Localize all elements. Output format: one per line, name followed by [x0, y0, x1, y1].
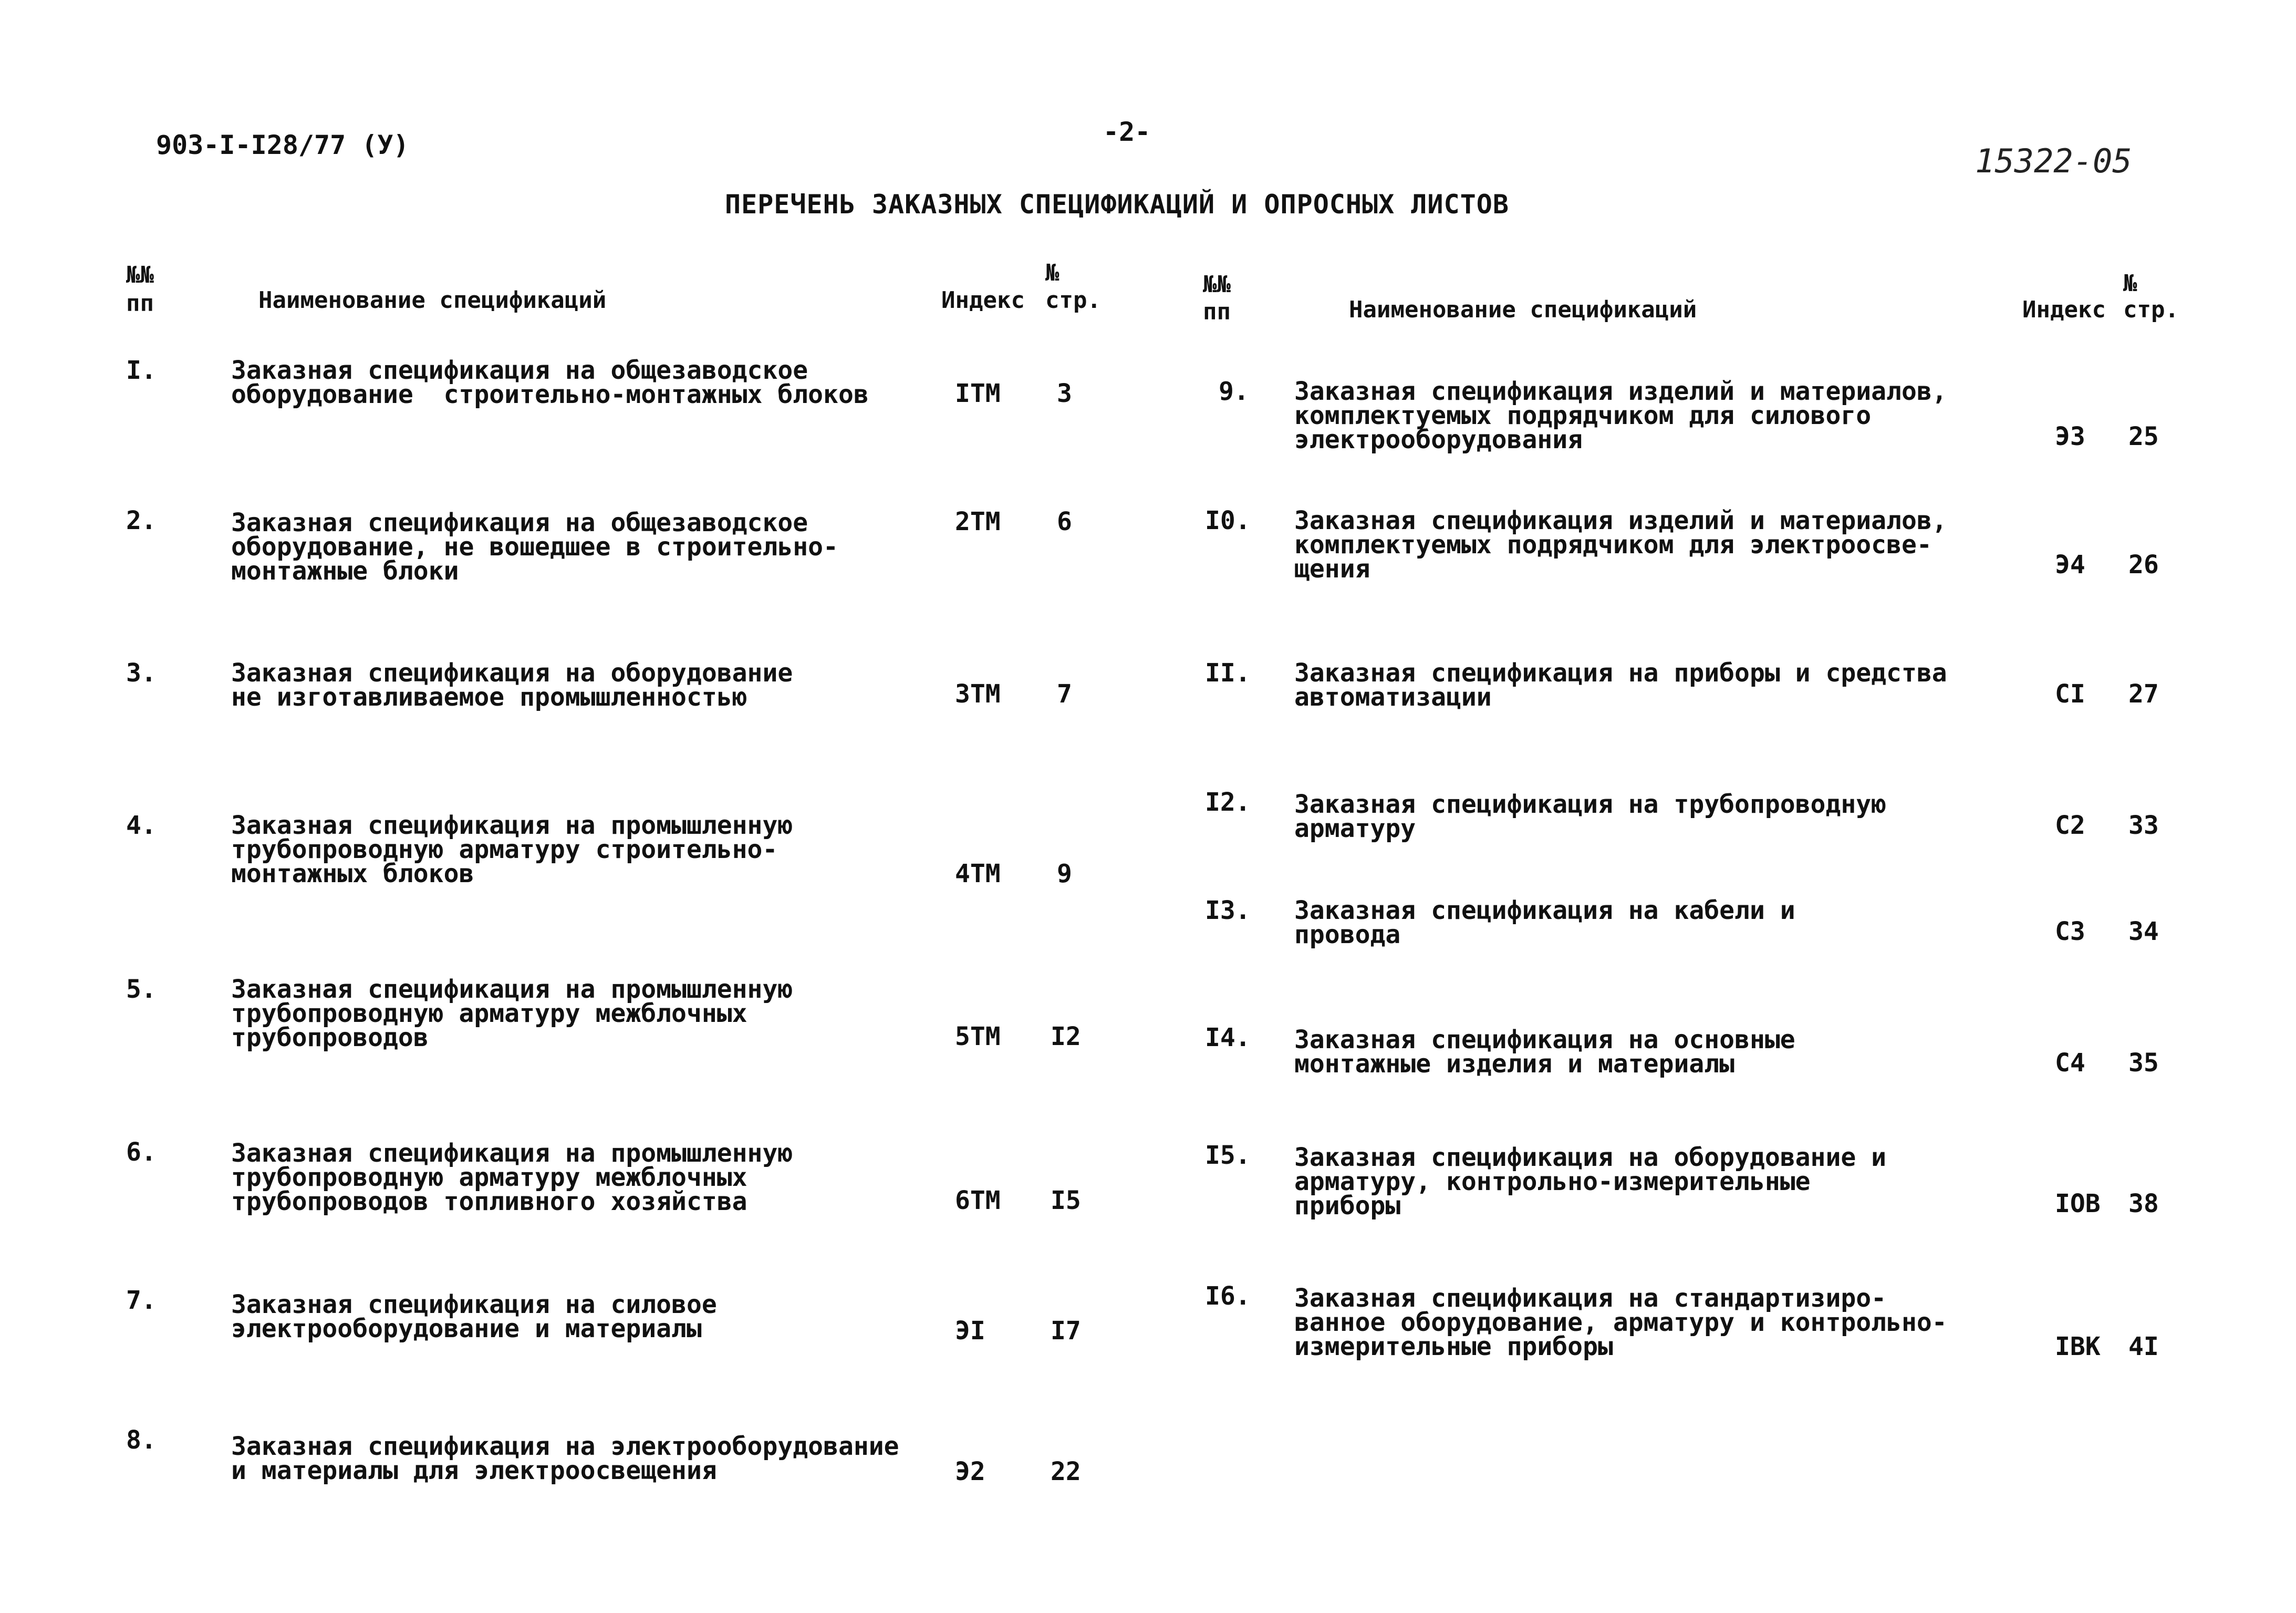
spec-index: 3TM — [955, 679, 1001, 709]
spec-index: ITM — [955, 379, 1001, 408]
spec-name: Заказная спецификация на силовое электрооборудование и материалы — [231, 1290, 717, 1343]
row-number: 9. — [1219, 377, 1249, 406]
right-header-name: Наименование спецификаций — [1349, 296, 1697, 323]
spec-index: C4 — [2055, 1048, 2085, 1078]
spec-name: Заказная спецификация на промышленную трубопроводную арматуру межблочных трубопроводов — [231, 975, 793, 1052]
spec-name: Заказная спецификация на промышленную трубопроводную арматуру строительно- монтажных блоков — [231, 811, 793, 888]
spec-index: Э3 — [2055, 422, 2085, 451]
row-number: I6. — [1205, 1281, 1251, 1311]
spec-index: Э4 — [2055, 550, 2085, 580]
row-number: I3. — [1205, 896, 1251, 925]
spec-page: 26 — [2128, 550, 2159, 580]
right-header-nn-top: №№ — [1203, 271, 1231, 298]
row-number: 8. — [126, 1425, 157, 1455]
row-number: I0. — [1205, 506, 1251, 535]
page-number: -2- — [1103, 117, 1151, 147]
spec-name: Заказная спецификация изделий и материалов, комплектуемых подрядчиком для электроосве- щения — [1294, 506, 1947, 584]
spec-page: 33 — [2128, 811, 2159, 840]
spec-page: 27 — [2128, 679, 2159, 709]
spec-name: Заказная спецификация на стандартизиро- ванное оборудование, арматуру и контрольно- измерительные приборы — [1294, 1284, 1947, 1361]
spec-page: 6 — [1057, 507, 1072, 536]
spec-name: Заказная спецификация на приборы и средства автоматизации — [1294, 658, 1947, 712]
spec-page: 4I — [2128, 1332, 2159, 1361]
spec-name: Заказная спецификация на кабели и провода — [1294, 896, 1795, 949]
row-number: 3. — [126, 658, 157, 688]
page-title: ПЕРЕЧЕНЬ ЗАКАЗНЫХ СПЕЦИФИКАЦИЙ И ОПРОСНЫХ ЛИСТОВ — [725, 189, 1509, 220]
row-number: 6. — [126, 1138, 157, 1167]
right-header-index: Индекс — [2022, 296, 2106, 323]
spec-page: I7 — [1051, 1316, 1081, 1346]
row-number: I. — [126, 356, 157, 385]
spec-name: Заказная спецификация на основные монтажные изделия и материалы — [1294, 1025, 1795, 1079]
spec-page: I5 — [1051, 1186, 1081, 1215]
left-header-name: Наименование спецификаций — [258, 287, 607, 314]
spec-index: 2TM — [955, 507, 1001, 536]
left-header-nn-top: №№ — [126, 262, 154, 288]
spec-index: CI — [2055, 679, 2085, 709]
spec-page: 35 — [2128, 1048, 2159, 1078]
left-header-nn-bottom: пп — [126, 290, 154, 317]
row-number: 5. — [126, 975, 157, 1004]
row-number: I2. — [1205, 788, 1251, 817]
spec-page: 25 — [2128, 422, 2159, 451]
row-number: I4. — [1205, 1023, 1251, 1052]
spec-page: 7 — [1057, 679, 1072, 709]
row-number: II. — [1205, 658, 1251, 688]
spec-name: Заказная спецификация на оборудование не изготавливаемое промышленностью — [231, 658, 793, 712]
row-number: 2. — [126, 506, 157, 535]
spec-name: Заказная спецификация на электрооборудование и материалы для электроосвещения — [231, 1432, 899, 1485]
left-header-page-top: № — [1045, 260, 1059, 286]
spec-name: Заказная спецификация на общезаводское оборудование строительно-монтажных блоков — [231, 356, 869, 409]
right-header-nn-bottom: пп — [1203, 298, 1231, 325]
spec-index: ЭI — [955, 1316, 985, 1346]
spec-name: Заказная спецификация на промышленную трубопроводную арматуру межблочных трубопроводов топливного хозяйства — [231, 1139, 793, 1216]
row-number: I5. — [1205, 1141, 1251, 1170]
spec-index: Э2 — [955, 1457, 985, 1486]
document-code: 903-I-I28/77 (У) — [156, 130, 409, 160]
spec-index: 5TM — [955, 1022, 1001, 1051]
spec-name: Заказная спецификация изделий и материалов, комплектуемых подрядчиком для силового электрооборудования — [1294, 377, 1947, 454]
right-header-page-top: № — [2123, 270, 2137, 297]
left-header-page-bottom: стр. — [1045, 287, 1101, 314]
spec-page: 9 — [1057, 859, 1072, 888]
spec-index: IBK — [2055, 1332, 2101, 1361]
spec-name: Заказная спецификация на общезаводское оборудование, не вошедшее в строительно- монтажные блоки — [231, 508, 838, 586]
spec-index: 6TM — [955, 1186, 1001, 1215]
spec-index: C3 — [2055, 917, 2085, 946]
spec-page: 34 — [2128, 917, 2159, 946]
row-number: 4. — [126, 811, 157, 840]
row-number: 7. — [126, 1286, 157, 1315]
spec-page: I2 — [1051, 1022, 1081, 1051]
left-header-index: Индекс — [941, 287, 1025, 314]
spec-page: 22 — [1051, 1457, 1081, 1486]
spec-index: 4TM — [955, 859, 1001, 888]
spec-name: Заказная спецификация на оборудование и арматуру, контрольно-измерительные приборы — [1294, 1143, 1887, 1221]
spec-index: IOB — [2055, 1189, 2101, 1218]
spec-page: 3 — [1057, 379, 1072, 408]
right-header-page-bottom: стр. — [2123, 296, 2179, 323]
spec-page: 38 — [2128, 1189, 2159, 1218]
spec-name: Заказная спецификация на трубопроводную арматуру — [1294, 790, 1887, 843]
spec-index: C2 — [2055, 811, 2085, 840]
sheet-number: 15322-05 — [1975, 142, 2132, 180]
